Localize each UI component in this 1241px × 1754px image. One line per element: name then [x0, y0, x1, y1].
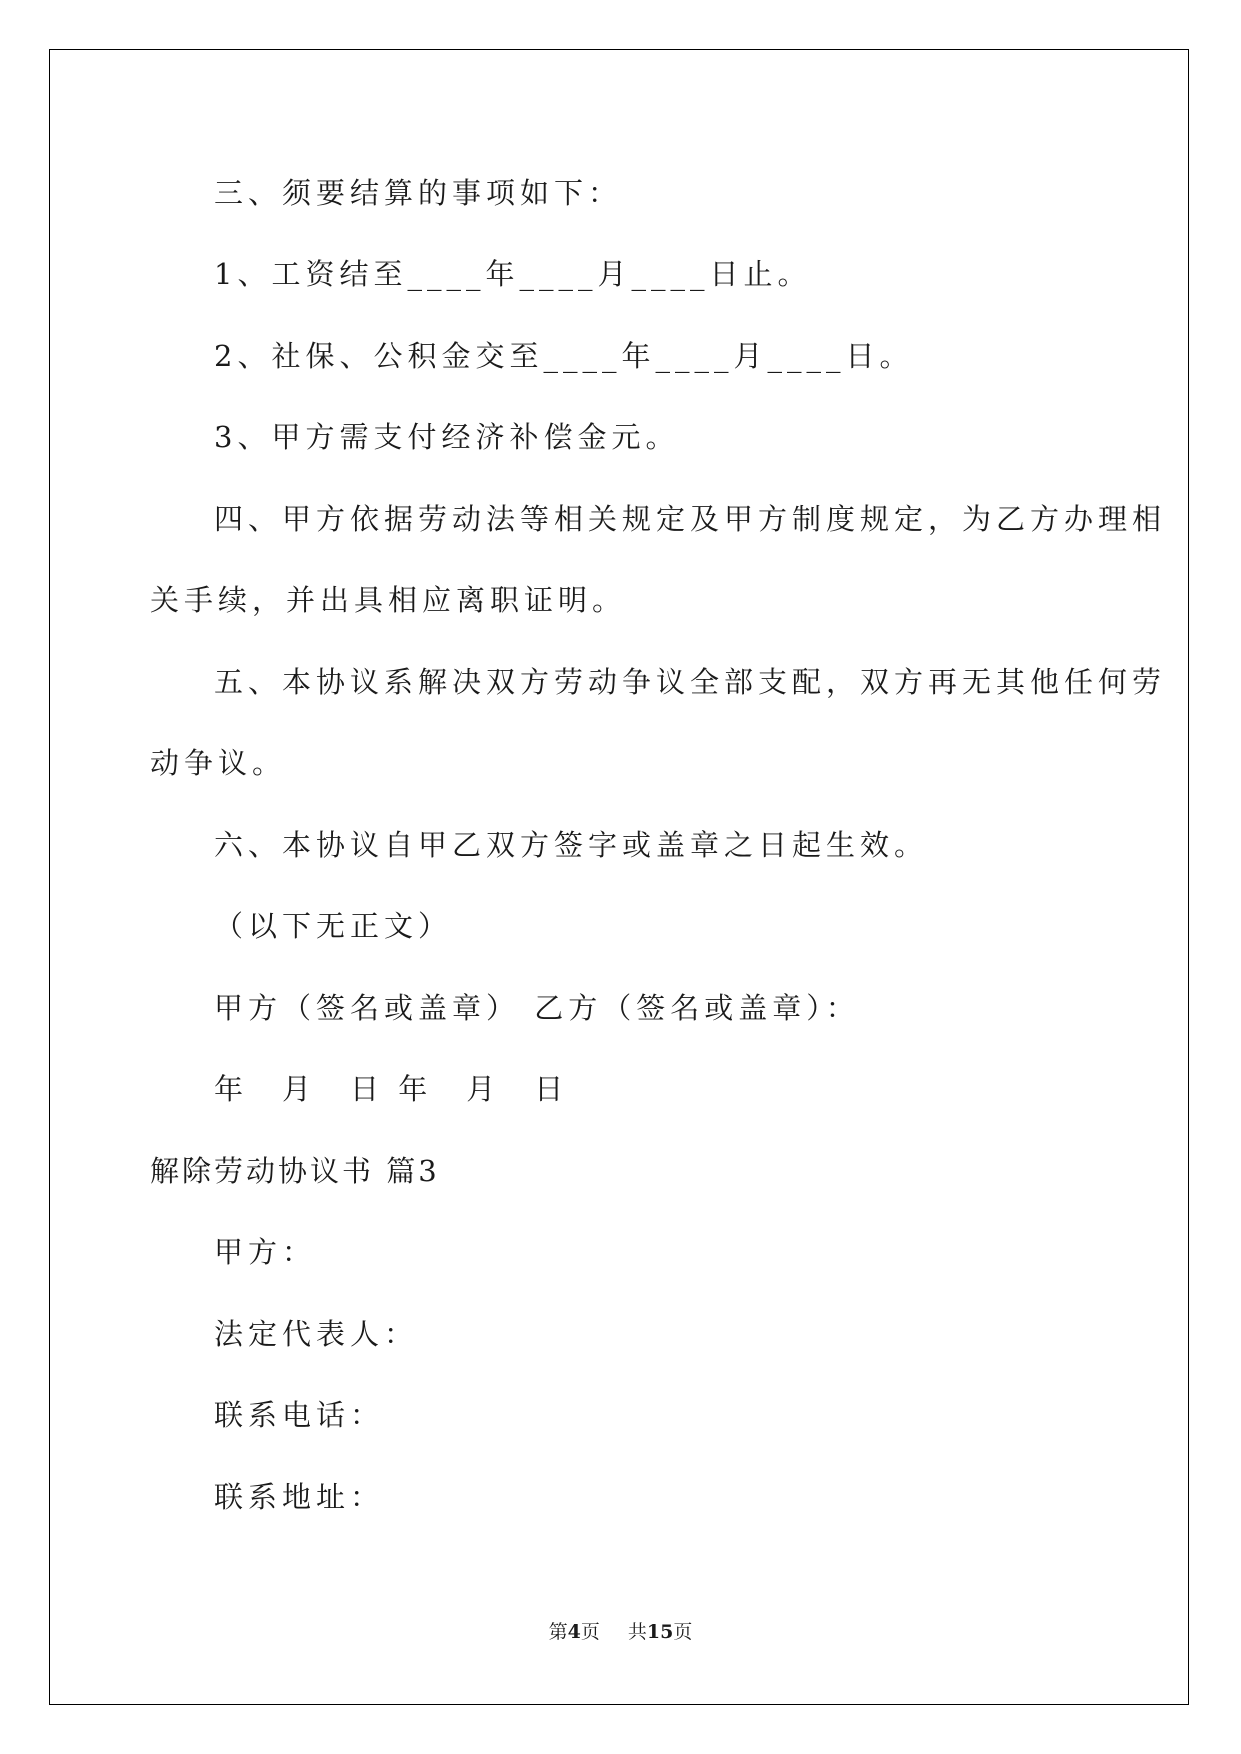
- section-title: 解除劳动协议书 篇3: [150, 1154, 440, 1188]
- item-compensation: 3、甲方需支付经济补偿金元。: [214, 420, 680, 454]
- item-five-line2: 动争议。: [150, 746, 287, 780]
- legal-representative-label: 法定代表人：: [214, 1317, 419, 1351]
- footer-page-suffix: 页: [580, 1621, 600, 1643]
- contact-address-label: 联系地址：: [214, 1480, 385, 1514]
- no-text-below: （以下无正文）: [214, 909, 453, 943]
- total-pages-number: 15: [646, 1621, 674, 1643]
- item-four-line2: 关手续，并出具相应离职证明。: [150, 583, 627, 617]
- current-page-number: 4: [567, 1621, 581, 1643]
- contact-phone-label: 联系电话：: [214, 1398, 385, 1432]
- date-line: 年 月 日 年 月 日: [214, 1072, 569, 1106]
- footer-total-prefix: 共: [627, 1621, 647, 1643]
- page-frame: [49, 49, 1189, 1705]
- party-a-label: 甲方：: [214, 1235, 317, 1269]
- item-salary: 1、工资结至____年____月____日止。: [214, 257, 812, 291]
- item-five-line1: 五、本协议系解决双方劳动争议全部支配，双方再无其他任何劳: [214, 665, 1167, 699]
- item-four-line1: 四、甲方依据劳动法等相关规定及甲方制度规定，为乙方办理相: [214, 502, 1167, 536]
- item-three: 三、须要结算的事项如下：: [214, 176, 623, 210]
- item-six: 六、本协议自甲乙双方签字或盖章之日起生效。: [214, 828, 929, 862]
- signature-line: 甲方（签名或盖章） 乙方（签名或盖章）：: [214, 991, 860, 1025]
- footer-prefix: 第: [548, 1621, 568, 1643]
- item-social-security: 2、社保、公积金交至____年____月____日。: [214, 339, 914, 373]
- page-footer: [0, 1619, 1241, 1645]
- footer-total-suffix: 页: [673, 1621, 693, 1643]
